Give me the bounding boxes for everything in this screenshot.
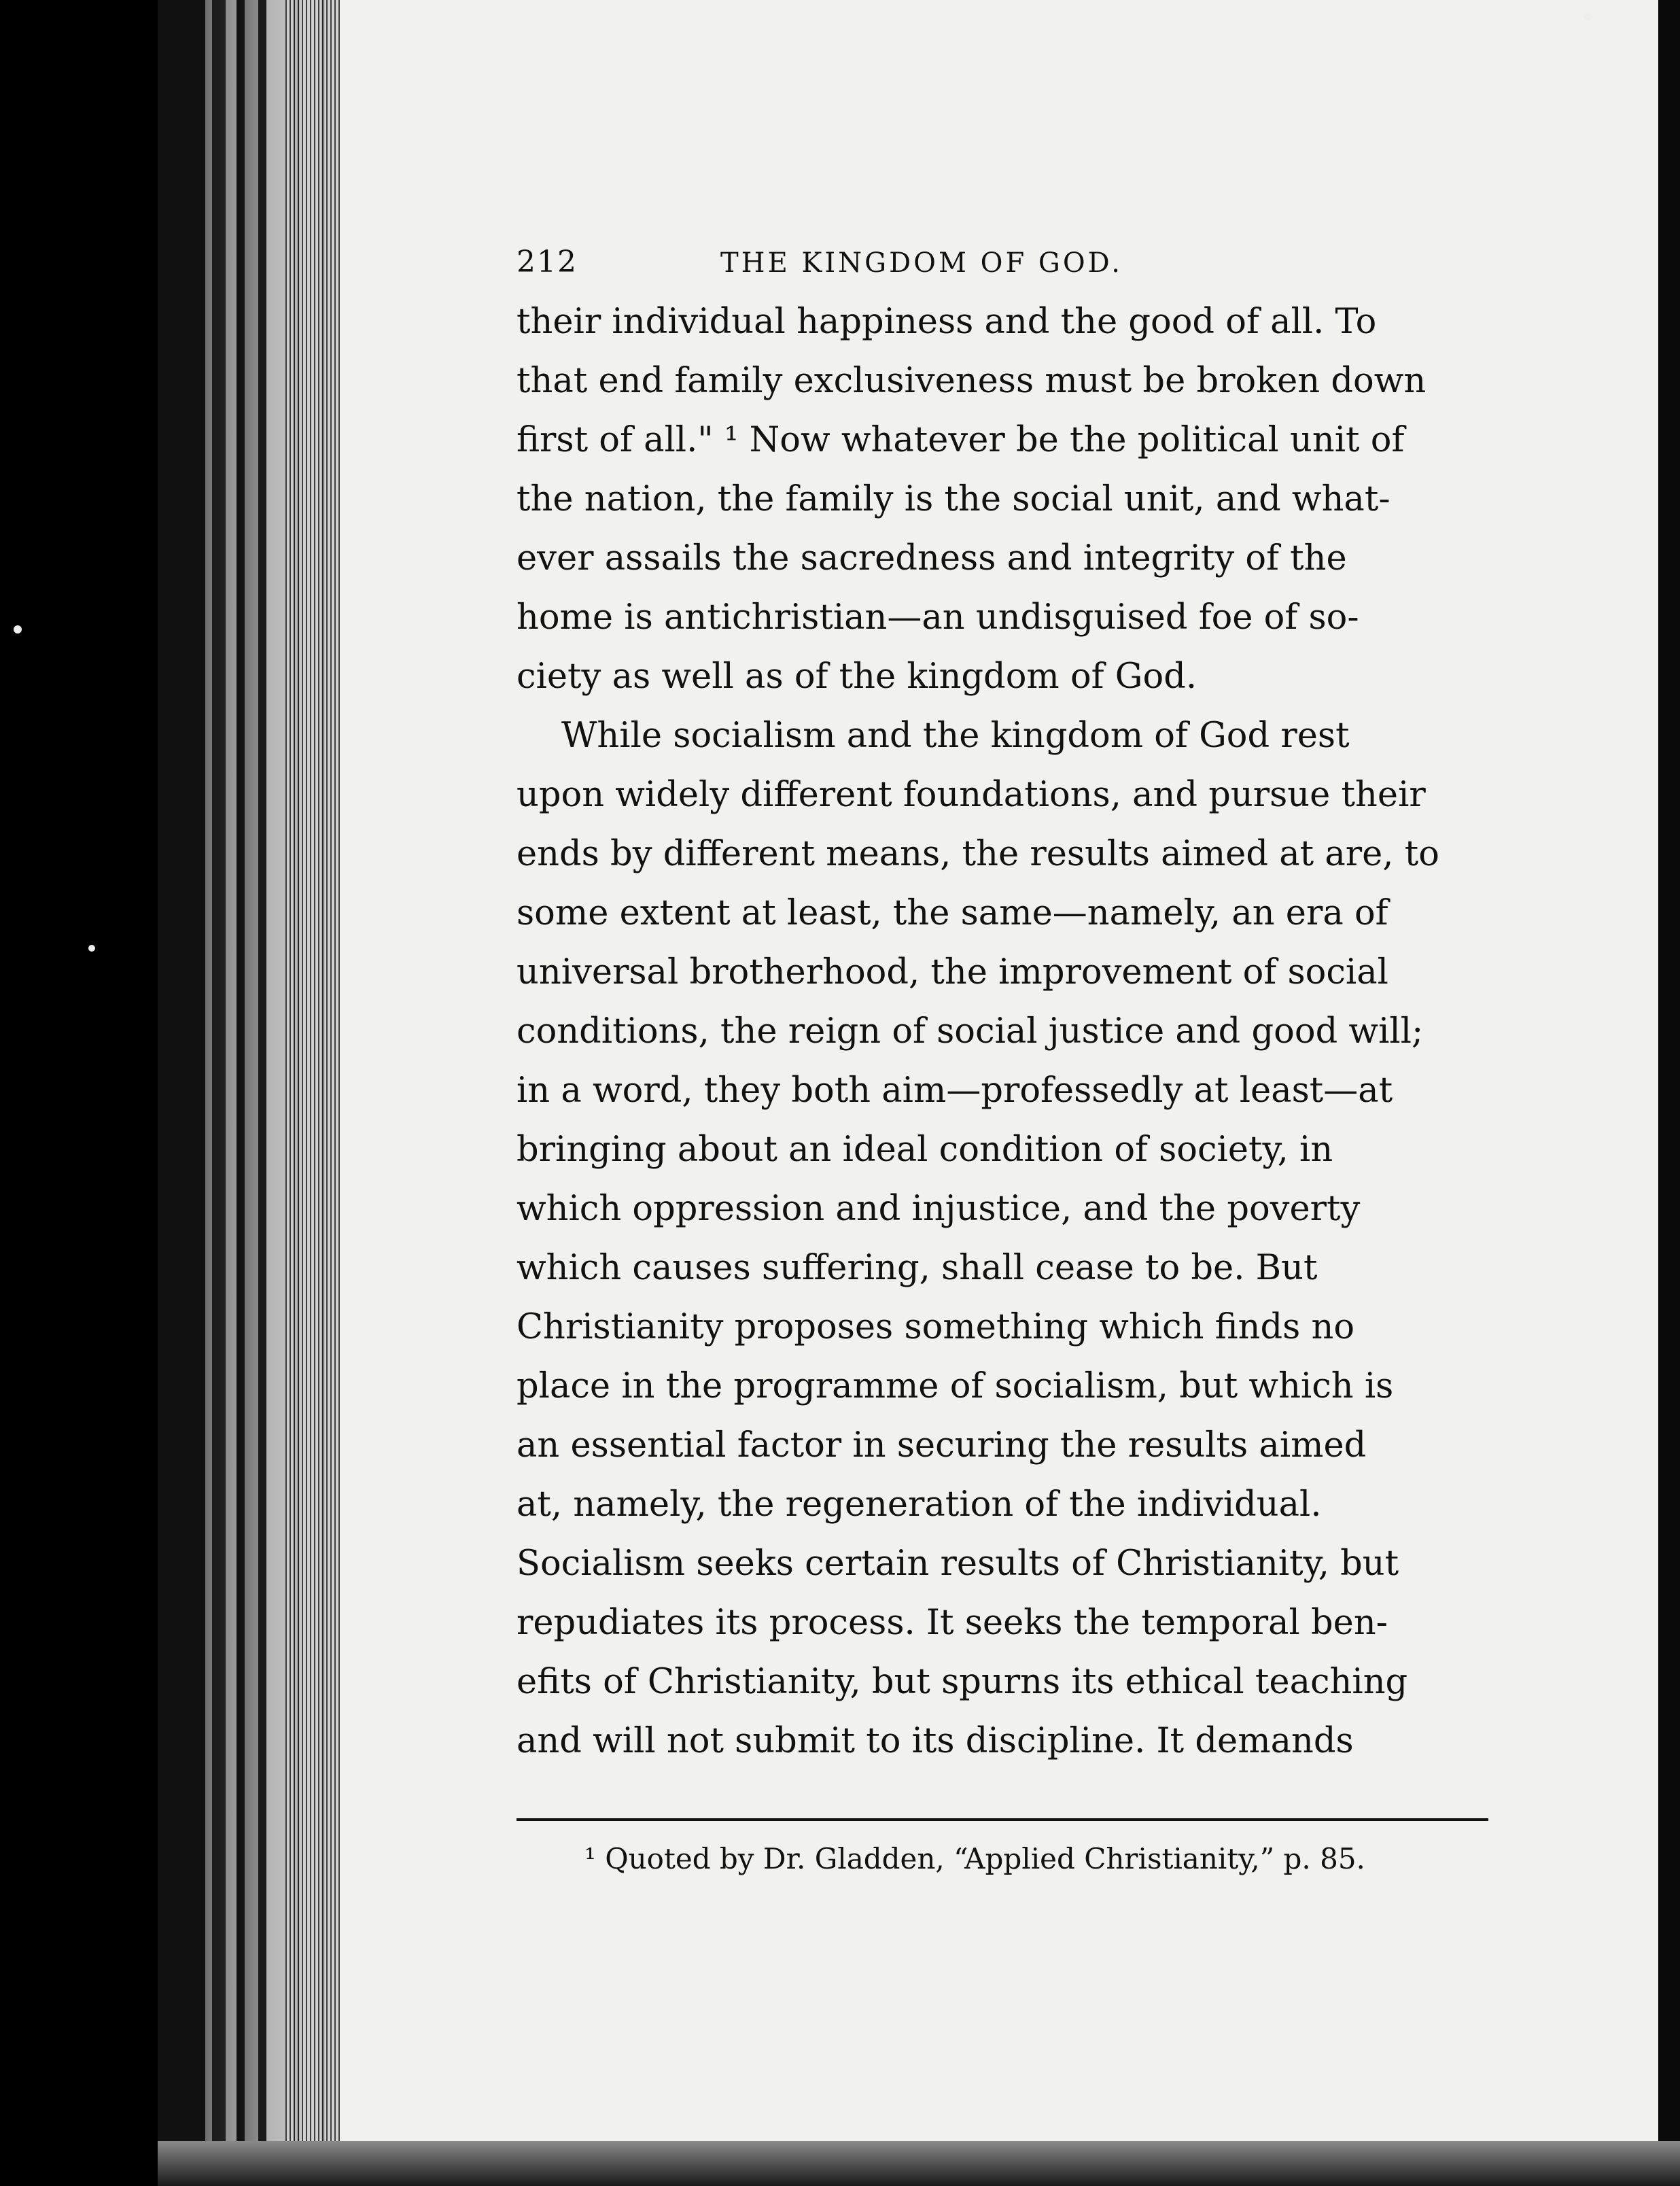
scan-border-bottom — [158, 2141, 1680, 2186]
footnote-rule — [517, 1818, 1488, 1821]
page-number: 212 — [517, 245, 578, 279]
paragraph-1: their individual happiness and the good of all. To that end family exclusiveness must be broken down first of all." ¹ Now whatever be the political unit of the nation, the family is the social unit, and what- ever assails the sacredness and integrity of the home is antichristian—an undisguised foe of so- ciety as well as of the kingdom of God. — [517, 302, 1427, 697]
dust-speck — [1583, 14, 1593, 20]
running-head — [517, 245, 1488, 292]
page-edge-lines — [285, 0, 340, 2186]
dust-speck — [14, 625, 22, 634]
running-title: THE KINGDOM OF GOD. — [720, 247, 1123, 279]
page-text — [517, 245, 1488, 1879]
paragraph-2: While socialism and the kingdom of God rest upon widely different foundations, and pursue their ends by different means, the results aimed at are, to some extent at least, the same—namely, an era of universal brotherhood, the improvement of social conditions, the reign of social justice and good will; in a word, they both aim—professedly at least—at bringing about an ideal condition of society, in which oppression and injustice, and the poverty which causes suffering, shall cease to be. But Christianity proposes something which finds no place in the programme of socialism, but which is an essential factor in securing the results aimed at, namely, the regeneration of the individual. Socialism seeks certain results of Christianity, but repudiates its process. It seeks the temporal ben- efits of Christianity, but spurns its ethical teaching and will not submit to its discipline. It demands — [517, 716, 1439, 1761]
footnote: ¹ Quoted by Dr. Gladden, “Applied Christianity,” p. 85. — [584, 1842, 1365, 1875]
dust-speck — [88, 945, 95, 952]
scan-border-right — [1658, 0, 1680, 2186]
